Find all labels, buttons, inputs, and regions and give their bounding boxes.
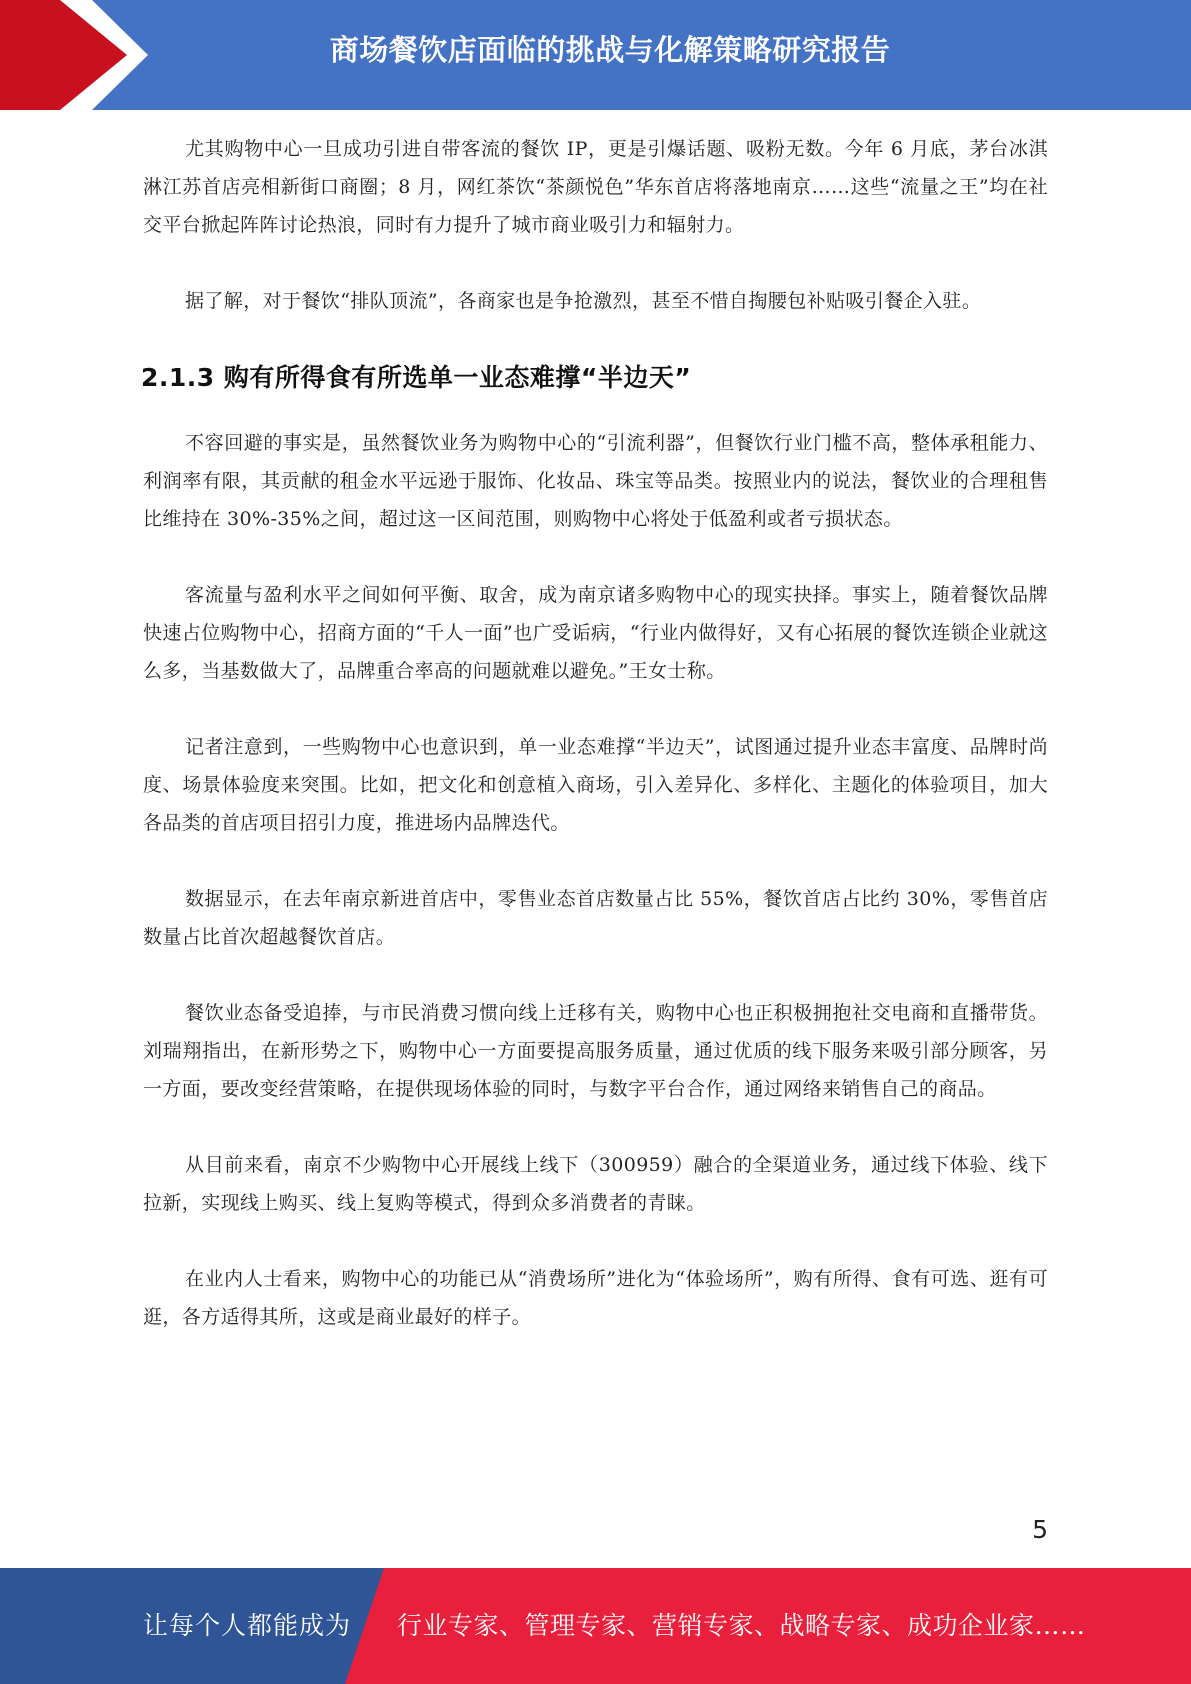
header-chevron-decoration <box>0 0 160 110</box>
page-header <box>0 0 1191 110</box>
section-heading: 2.1.3 购有所得食有所选单一业态难撑“半边天” <box>141 363 692 392</box>
paragraph: 在业内人士看来，购物中心的功能已从“消费场所”进化为“体验场所”，购有所得、食有可选、逛有可逛，各方适得其所，这或是商业最好的样子。 <box>143 1268 1048 1328</box>
paragraph: 不容回避的事实是，虽然餐饮业务为购物中心的“引流利器”，但餐饮行业门槛不高，整体承租能力、利润率有限，其贡献的租金水平远逊于服饰、化妆品、珠宝等品类。按照业内的说法，餐饮业的合理租售比维持在 30%-35%之间，超过这一区间范围，则购物中心将处于低盈利或者亏损状态。 <box>143 432 1048 530</box>
page-footer <box>0 1568 1191 1684</box>
page-number: 5 <box>1032 1515 1048 1544</box>
paragraph: 数据显示，在去年南京新进首店中，零售业态首店数量占比 55%，餐饮首店占比约 30%，零售首店数量占比首次超越餐饮首店。 <box>143 888 1048 948</box>
footer-slogan-left: 让每个人都能成为 <box>143 1611 352 1640</box>
document-body <box>143 130 1048 1374</box>
paragraph: 从目前来看，南京不少购物中心开展线上线下（300959）融合的全渠道业务，通过线下体验、线下拉新，实现线上购买、线上复购等模式，得到众多消费者的青睐。 <box>143 1154 1048 1214</box>
paragraph: 尤其购物中心一旦成功引进自带客流的餐饮 IP，更是引爆话题、吸粉无数。今年 6 月底，茅台冰淇淋江苏首店亮相新街口商圈；8 月，网红茶饮“茶颜悦色”华东首店将落地南京……这些“流量之王”均在社交平台掀起阵阵讨论热浪，同时有力提升了城市商业吸引力和辐射力。 <box>143 138 1048 236</box>
paragraph: 记者注意到，一些购物中心也意识到，单一业态难撑“半边天”，试图通过提升业态丰富度、品牌时尚度、场景体验度来突围。比如，把文化和创意植入商场，引入差异化、多样化、主题化的体验项目，加大各品类的首店项目招引力度，推进场内品牌迭代。 <box>143 736 1048 834</box>
paragraph: 餐饮业态备受追捧，与市民消费习惯向线上迁移有关，购物中心也正积极拥抱社交电商和直播带货。刘瑞翔指出，在新形势之下，购物中心一方面要提高服务质量，通过优质的线下服务来吸引部分顾客，另一方面，要改变经营策略，在提供现场体验的同时，与数字平台合作，通过网络来销售自己的商品。 <box>143 1002 1048 1100</box>
paragraph: 据了解，对于餐饮“排队顶流”，各商家也是争抢激烈，甚至不惜自掏腰包补贴吸引餐企入驻。 <box>185 290 982 312</box>
paragraph: 客流量与盈利水平之间如何平衡、取舍，成为南京诸多购物中心的现实抉择。事实上，随着餐饮品牌快速占位购物中心，招商方面的“千人一面”也广受诟病，“行业内做得好，又有心拓展的餐饮连锁企业就这么多，当基数做大了，品牌重合率高的问题就难以避免。”王女士称。 <box>143 584 1048 682</box>
footer-slogan-right: 行业专家、管理专家、营销专家、战略专家、成功企业家…… <box>397 1611 1086 1640</box>
report-title: 商场餐饮店面临的挑战与化解策略研究报告 <box>329 33 891 67</box>
